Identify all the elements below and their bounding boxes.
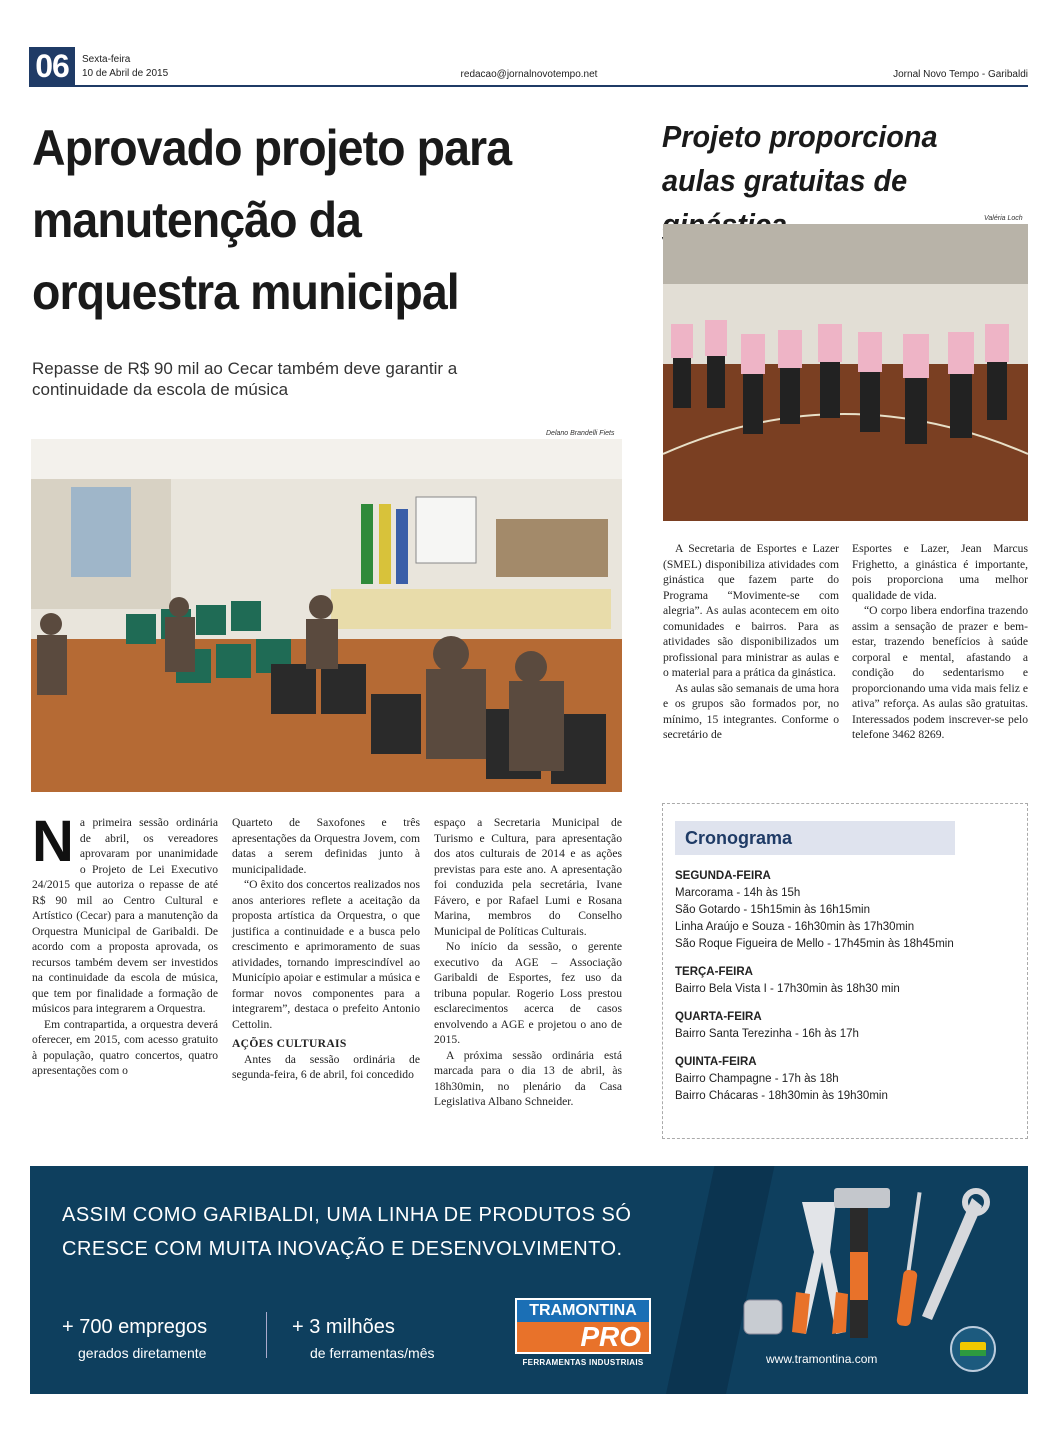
main-col2-paragraph-2: “O êxito dos concertos realizados nos anos anteriores reflete a aceitação da proposta artística da Orquestra, o que justifica a continuidade e a busca pelo crescimento e aprimoramento de suas atividades, tornando imprescindível ao Município apoiar e estimular a música e formar novos componentes para a integrarem”, destaca o prefeito Antonio Cettolin. — [232, 878, 420, 1031]
logo-brand: TRAMONTINA — [515, 1298, 651, 1322]
side-col2-paragraph-1: Esportes e Lazer, Jean Marcus Frighetto, a ginástica é importante, pois proporciona uma melhor qualidade de vida. — [852, 542, 1028, 602]
drop-cap: N — [32, 809, 74, 874]
side-col2-paragraph-2: “O corpo libera endorfina trazendo assim a sensação de prazer e bem-estar, trazendo benefícios à saúde corporal e mental, afastando a condição do sedentarismo e proporcionando uma vida mais feliz e ativa” reforça. As aulas são gratuitas. Interessados podem inscrever-se pelo telefone 3462 8269. — [852, 604, 1028, 741]
header-date: 10 de Abril de 2015 — [82, 68, 169, 79]
schedule-day: QUARTA-FEIRA — [675, 1011, 762, 1023]
side-column-2 — [852, 541, 1028, 743]
header-paper-name: Jornal Novo Tempo - Garibaldi — [893, 69, 1028, 80]
cronograma-title: Cronograma — [675, 821, 955, 855]
main-subhead: AÇÕES CULTURAIS — [232, 1037, 347, 1050]
main-column-1 — [32, 809, 218, 1079]
main-col3-paragraph-1: espaço a Secretaria Municipal de Turismo e Cultura, para apresentação dos atos culturais de 2014 e as ações previstas para este ano. A apresentação foi conduzida pela secretária, Ivane Fávero, e por Rafael Lumi e Rosana Marina, membros do Conselho Municipal de Políticas Culturais. — [434, 816, 622, 938]
tramontina-advertisement[interactable] — [30, 1166, 1028, 1394]
main-col2-paragraph-3: Antes da sessão ordinária de segunda-feira, 6 de abril, foi concedido — [232, 1052, 420, 1081]
cronograma-list — [675, 868, 1015, 1105]
main-deck: Repasse de R$ 90 mil ao Cecar também deve garantir a continuidade da escola de música — [32, 359, 458, 399]
schedule-day: SEGUNDA-FEIRA — [675, 870, 771, 882]
main-column-3 — [434, 815, 622, 1110]
side-col1-paragraph-1: A Secretaria de Esportes e Lazer (SMEL) disponibiliza atividades com ginástica que fazem parte do Programa “Movimente-se com alegria”. As aulas acontecem em oito comunidades e bairros. Para as atividades são disponibilizados um profissional para ministrar as aulas e o material para a prática da ginástica. — [663, 542, 839, 679]
council-session-illustration — [31, 439, 622, 792]
ad-divider — [266, 1312, 267, 1358]
tools-icon — [736, 1182, 996, 1347]
ad-url-link[interactable]: www.tramontina.com — [766, 1352, 878, 1366]
schedule-item: Marcorama - 14h às 15h — [675, 887, 801, 899]
header-weekday: Sexta-feira — [82, 54, 131, 65]
seal-green — [960, 1350, 986, 1356]
schedule-day: TERÇA-FEIRA — [675, 966, 753, 978]
main-col3-paragraph-3: A próxima sessão ordinária está marcada para o dia 13 de abril, às 18h30min, no plenário da Casa Legislativa Albano Schneider. — [434, 1048, 622, 1108]
main-col2-paragraph-1: Quarteto de Saxofones e três apresentações da Orquestra Jovem, com datas a serem definidas junto à municipalidade. — [232, 816, 420, 876]
side-headline: Projeto proporciona aulas gratuitas de — [662, 119, 938, 198]
brazil-seal-icon — [950, 1326, 996, 1372]
side-col1-paragraph-2: As aulas são semanais de uma hora e os grupos são formados por, no mínimo, 15 integrantes. Conforme o secretário de — [663, 681, 839, 741]
header-rule — [29, 85, 1028, 87]
main-headline: Aprovado projeto para manutenção da orquestra municipal — [32, 120, 512, 320]
ad-stat-tools-value: + 3 milhões — [292, 1316, 395, 1338]
main-col1-paragraph-1: a primeira sessão ordinária de abril, os vereadores aprovaram por unanimidade o Projeto de Lei Executivo 24/2015 que autoriza o repasse de até R$ 90 mil ao Centro Cultural e Artístico (Cecar) para a manutenção da Orquestra Municipal de Garibaldi. De acordo com a proposta aprovada, os recursos também devem ser investidos na continuidade da escola de música, que tem por finalidade a formação de músicos para integrarem a Orquestra. — [32, 816, 218, 1015]
schedule-item: Bairro Bela Vista I - 17h30min às 18h30 min — [675, 983, 900, 995]
ad-stat-tools-label: de ferramentas/mês — [310, 1345, 435, 1361]
cronograma-box — [662, 803, 1028, 1139]
main-col3-paragraph-2: No início da sessão, o gerente executivo da AGE – Associação Garibaldi de Esportes, fez uso da tribuna popular. Rogerio Loss prestou esclarecimentos acerca de casos envolvendo a AGE e projetou o ano de 2015. — [434, 940, 622, 1046]
ad-stat-jobs-label: gerados diretamente — [78, 1345, 207, 1361]
logo-pro: PRO — [515, 1322, 651, 1354]
schedule-item: Bairro Chácaras - 18h30min às 19h30min — [675, 1090, 888, 1102]
ad-stat-jobs — [62, 1316, 207, 1361]
main-column-2 — [232, 815, 420, 1083]
council-session-photo — [31, 439, 622, 792]
schedule-day: QUINTA-FEIRA — [675, 1056, 757, 1068]
main-col1-paragraph-2: Em contrapartida, a orquestra deverá oferecer, em 2015, com acesso gratuito à população, quatro concertos, quatro apresentações com o — [32, 1017, 218, 1077]
side-photo-credit: Valéria Loch — [984, 215, 1023, 222]
side-column-1 — [663, 541, 839, 743]
ad-stat-jobs-value: + 700 empregos — [62, 1316, 208, 1338]
schedule-item: Bairro Santa Terezinha - 16h às 17h — [675, 1028, 859, 1040]
main-photo-credit: Delano Brandelli Fiets — [546, 430, 615, 437]
schedule-item: São Roque Figueira de Mello - 17h45min às 18h45min — [675, 938, 954, 950]
schedule-item: Linha Araújo e Souza - 16h30min às 17h30min — [675, 921, 915, 933]
ad-stat-tools — [292, 1316, 435, 1361]
schedule-item: Bairro Champagne - 17h às 18h — [675, 1073, 839, 1085]
schedule-item: São Gotardo - 15h15min às 16h15min — [675, 904, 870, 916]
page-number: 06 — [29, 47, 75, 85]
header-email[interactable]: redacao@jornalnovotempo.net — [460, 69, 598, 80]
gymnastics-illustration — [663, 224, 1028, 521]
gymnastics-photo — [663, 224, 1028, 521]
logo-subtitle: FERRAMENTAS INDUSTRIAIS — [522, 1358, 644, 1367]
tramontina-pro-logo — [515, 1298, 651, 1367]
ad-headline: ASSIM COMO GARIBALDI, UMA LINHA DE PRODUTOS SÓ CRESCE COM MUITA INOVAÇÃO E DESENVOLVIMENTO. — [62, 1204, 632, 1260]
